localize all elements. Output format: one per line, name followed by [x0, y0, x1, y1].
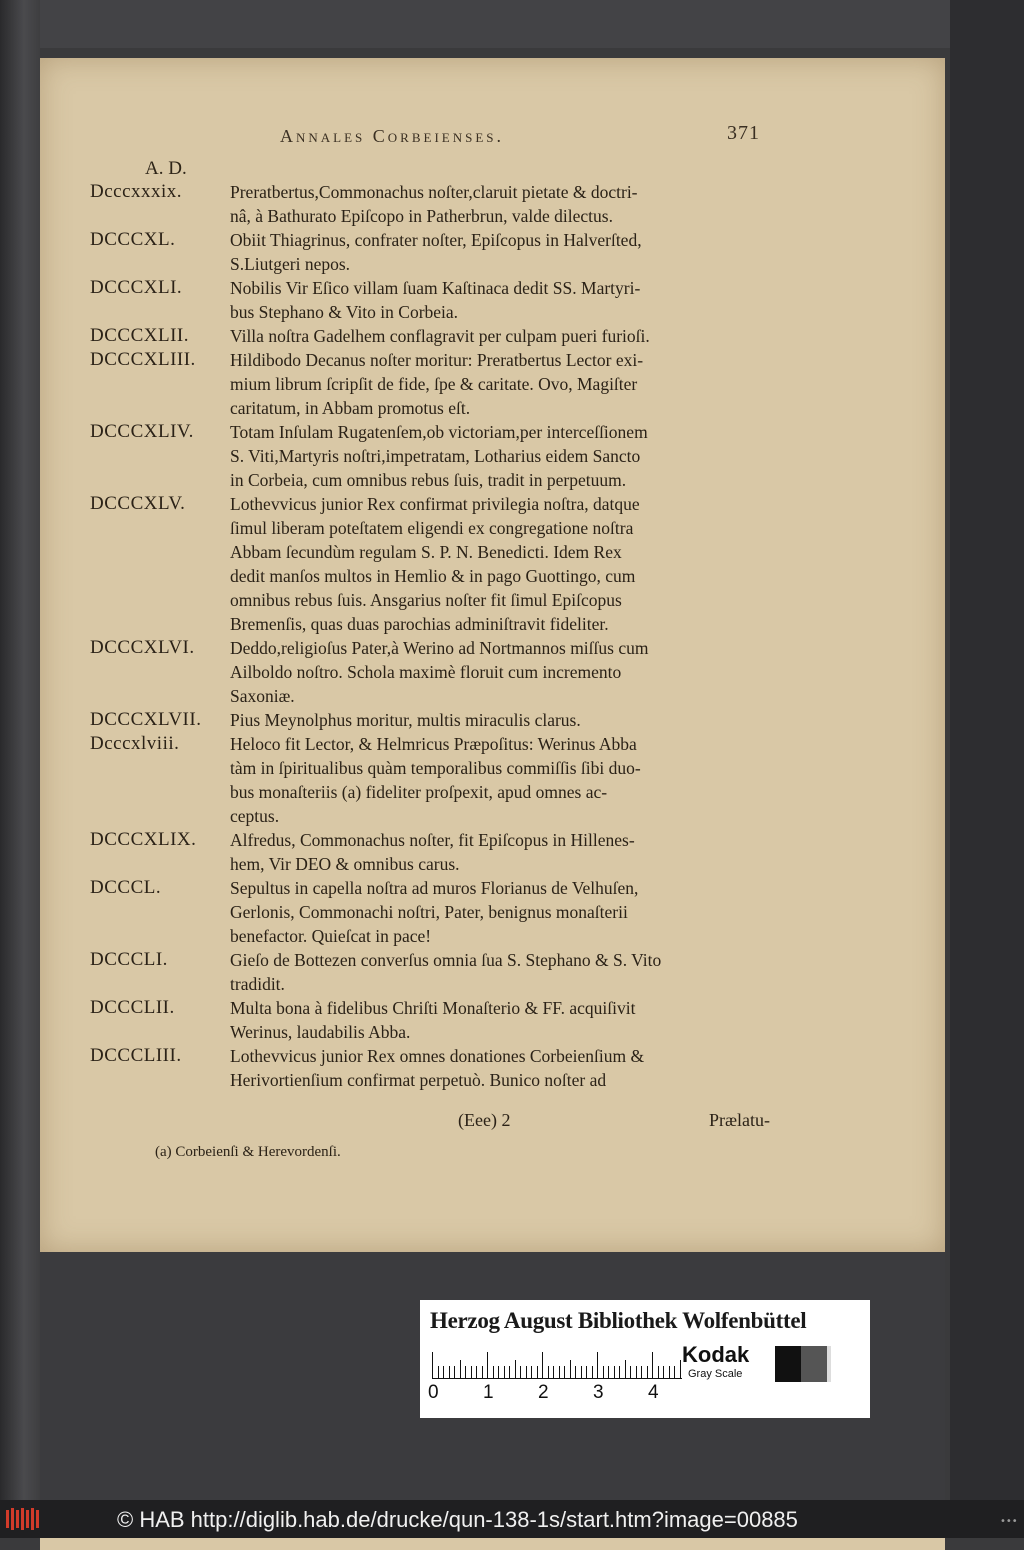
copyright-url[interactable]: © HAB http://diglib.hab.de/drucke/qun-138-1s/start.htm?image=00885	[117, 1507, 798, 1532]
entry-year: DCCCXLV.	[90, 493, 186, 514]
scan-background-left	[0, 0, 40, 1500]
running-header	[280, 120, 760, 150]
entry-line: Multa bona à fidelibus Chriſti Monaſterio & FF. acquiſivit	[230, 998, 636, 1018]
kodak-logo: Kodak	[682, 1342, 750, 1367]
gray-swatch-black	[775, 1346, 801, 1382]
ruler-tick	[509, 1366, 510, 1378]
entry-text	[230, 348, 770, 420]
entry-line: Saxoniæ.	[230, 686, 295, 706]
entry-line: bus monaſteriis (a) fideliter proſpexit, apud omnes ac-	[230, 782, 608, 802]
scan-background-right	[950, 0, 1024, 1500]
entry-line: tàm in ſpiritualibus quàm temporalibus commiſſis ſibi duo-	[230, 758, 641, 778]
ruler-tick	[460, 1360, 461, 1378]
entry-text	[230, 324, 770, 348]
entry-line: S.Liutgeri nepos.	[230, 254, 351, 274]
ruler-tick	[498, 1366, 499, 1378]
entry-year: DCCCXLI.	[90, 277, 183, 298]
annal-entry	[90, 324, 770, 348]
ruler-numbers	[428, 1382, 688, 1406]
annal-entry	[90, 420, 770, 492]
entry-text	[230, 996, 770, 1044]
entry-line: S. Viti,Martyris noſtri,impetratam, Lotharius eidem Sancto	[230, 446, 641, 466]
ruler-tick	[438, 1366, 439, 1378]
entry-text	[230, 276, 770, 324]
ruler-tick	[465, 1366, 466, 1378]
entry-year: DCCCLI.	[90, 949, 168, 970]
ruler-tick	[482, 1366, 483, 1378]
entry-year: DCCCXLIII.	[90, 349, 196, 370]
annal-entry	[90, 996, 770, 1044]
entry-text	[230, 420, 770, 492]
entry-text	[230, 708, 770, 732]
ruler-tick	[608, 1366, 609, 1378]
entry-year: Dcccxlviii.	[90, 733, 180, 754]
entry-line: hem, Vir DEO & omnibus carus.	[230, 854, 460, 874]
ruler-tick	[592, 1366, 593, 1378]
ruler-tick	[471, 1366, 472, 1378]
annal-entry	[90, 876, 770, 948]
running-title: Annales Corbeienses.	[280, 126, 505, 146]
library-label-card	[420, 1300, 870, 1418]
footnote: (a) Corbeienſi & Herevordenſi.	[155, 1144, 341, 1160]
entry-year: Dcccxxxix.	[90, 181, 183, 202]
entry-line: Abbam ſecundùm regulam S. P. N. Benedicti. Idem Rex	[230, 542, 622, 562]
entry-year: DCCCXLVI.	[90, 637, 195, 658]
ruler-tick	[652, 1352, 653, 1378]
ruler-tick	[680, 1360, 681, 1378]
ruler-tick	[537, 1366, 538, 1378]
ruler-tick	[449, 1366, 450, 1378]
ruler-tick	[542, 1352, 543, 1378]
ruler-tick	[663, 1366, 664, 1378]
ruler-tick	[647, 1366, 648, 1378]
ruler-tick	[575, 1366, 576, 1378]
gray-scale-label: Gray Scale	[688, 1368, 743, 1380]
ruler-number: 0	[428, 1382, 439, 1403]
annal-entry	[90, 732, 770, 828]
ruler-tick	[581, 1366, 582, 1378]
entry-line: Totam Inſulam Rugatenſem,ob victoriam,per interceſſionem	[230, 422, 648, 442]
ruler-tick	[476, 1366, 477, 1378]
ruler-tick	[597, 1352, 598, 1378]
annal-entries	[90, 180, 770, 1092]
annal-entry	[90, 828, 770, 876]
entry-line: Bremenſis, quas duas parochias adminiſtravit fideliter.	[230, 614, 609, 634]
entry-line: tradidit.	[230, 974, 285, 994]
entry-year: DCCCL.	[90, 877, 162, 898]
ruler-tick	[630, 1366, 631, 1378]
page-number: 371	[727, 122, 760, 144]
annal-entry	[90, 1044, 770, 1092]
ruler-tick	[641, 1366, 642, 1378]
annal-entry	[90, 708, 770, 732]
entry-line: Lothevvicus junior Rex omnes donationes Corbeienſium &	[230, 1046, 645, 1066]
ruler-tick	[531, 1366, 532, 1378]
page-catch-line	[450, 1110, 770, 1136]
entry-text	[230, 948, 770, 996]
ruler-tick	[603, 1366, 604, 1378]
annal-entry	[90, 492, 770, 636]
scale-ruler	[432, 1350, 682, 1379]
ruler-tick	[586, 1366, 587, 1378]
entry-line: Alfredus, Commonachus noſter, fit Epiſcopus in Hillenes-	[230, 830, 635, 850]
entry-line: Obiit Thiagrinus, confrater noſter, Epiſcopus in Halverſted,	[230, 230, 642, 250]
ruler-tick	[564, 1366, 565, 1378]
entry-line: Hildibodo Decanus noſter moritur: Preratbertus Lector exi-	[230, 350, 644, 370]
gray-swatch-dark	[801, 1346, 827, 1382]
entry-year: DCCCXLIV.	[90, 421, 194, 442]
scan-background-top	[0, 0, 1024, 48]
entry-year: DCCCXLVII.	[90, 709, 202, 730]
annal-entry	[90, 948, 770, 996]
entry-line: Preratbertus,Commonachus noſter,claruit pietate & doctri-	[230, 182, 638, 202]
ruler-tick	[674, 1366, 675, 1378]
ruler-tick	[636, 1366, 637, 1378]
ruler-tick	[454, 1366, 455, 1378]
entry-line: Herivortienſium confirmat perpetuò. Bunico noſter ad	[230, 1070, 607, 1090]
ruler-tick	[559, 1366, 560, 1378]
entry-line: Deddo,religioſus Pater,à Werino ad Nortmannos miſſus cum	[230, 638, 649, 658]
entry-line: Lothevvicus junior Rex confirmat privilegia noſtra, datque	[230, 494, 640, 514]
ruler-tick	[619, 1366, 620, 1378]
entry-line: Werinus, laudabilis Abba.	[230, 1022, 411, 1042]
entry-line: mium librum ſcripſit de fide, ſpe & caritate. Ovo, Magiſter	[230, 374, 638, 394]
entry-line: Nobilis Vir Eſico villam ſuam Kaſtinaca dedit SS. Martyri-	[230, 278, 641, 298]
entry-line: Gerlonis, Commonachi noſtri, Pater, benignus monaſterii	[230, 902, 628, 922]
entry-year: DCCCXL.	[90, 229, 176, 250]
entry-text	[230, 228, 770, 276]
entry-line: dedit manſos multos in Hemlio & in pago Guottingo, cum	[230, 566, 636, 586]
ruler-tick	[443, 1366, 444, 1378]
more-icon[interactable]: •••	[1000, 1516, 1018, 1527]
entry-text	[230, 876, 770, 948]
entry-line: Villa noſtra Gadelhem conflagravit per culpam pueri furioſi.	[230, 326, 650, 346]
entry-text	[230, 828, 770, 876]
annal-entry	[90, 180, 770, 228]
ruler-number: 2	[538, 1382, 549, 1403]
entry-line: Gieſo de Bottezen converſus omnia ſua S. Stephano & S. Vito	[230, 950, 662, 970]
ruler-tick	[625, 1360, 626, 1378]
ruler-tick	[515, 1360, 516, 1378]
entry-line: nâ, à Bathurato Epiſcopo in Patherbrun, valde dilectus.	[230, 206, 613, 226]
entry-line: in Corbeia, cum omnibus rebus ſuis, tradit in perpetuum.	[230, 470, 627, 490]
catchword: Prælatu-	[709, 1110, 770, 1130]
entry-line: benefactor. Quieſcat in pace!	[230, 926, 432, 946]
library-name: Herzog August Bibliothek Wolfenbüttel	[430, 1308, 807, 1333]
ruler-tick	[553, 1366, 554, 1378]
entry-line: caritatum, in Abbam promotus eſt.	[230, 398, 471, 418]
ruler-tick	[504, 1366, 505, 1378]
ruler-tick	[493, 1366, 494, 1378]
entry-line: bus Stephano & Vito in Corbeia.	[230, 302, 459, 322]
entry-text	[230, 732, 770, 828]
annal-entry	[90, 348, 770, 420]
entry-text	[230, 180, 770, 228]
ruler-tick	[669, 1366, 670, 1378]
ruler-tick	[614, 1366, 615, 1378]
ruler-tick	[548, 1366, 549, 1378]
annal-entry	[90, 276, 770, 324]
entry-text	[230, 492, 770, 636]
ruler-number: 4	[648, 1382, 659, 1403]
entry-line: omnibus rebus ſuis. Ansgarius noſter fit ſimul Epiſcopus	[230, 590, 622, 610]
signature-mark: (Eee) 2	[458, 1110, 511, 1130]
entry-year: DCCCLII.	[90, 997, 175, 1018]
anno-domini-label: A. D.	[145, 158, 187, 179]
ruler-number: 3	[593, 1382, 604, 1403]
entry-line: ſimul liberam poteſtatem eligendi ex congregatione noſtra	[230, 518, 634, 538]
entry-text	[230, 1044, 770, 1092]
ruler-tick	[432, 1352, 433, 1378]
entry-line: ceptus.	[230, 806, 280, 826]
gray-swatch-light	[827, 1346, 831, 1382]
ruler-tick	[570, 1360, 571, 1378]
entry-year: DCCCLIII.	[90, 1045, 182, 1066]
hab-logo-icon	[4, 1506, 44, 1532]
entry-year: DCCCXLIX.	[90, 829, 197, 850]
entry-line: Pius Meynolphus moritur, multis miraculis clarus.	[230, 710, 581, 730]
entry-text	[230, 636, 770, 708]
entry-line: Ailboldo noſtro. Schola maximè floruit cum incremento	[230, 662, 622, 682]
ruler-tick	[487, 1352, 488, 1378]
entry-line: Sepultus in capella noſtra ad muros Florianus de Velhuſen,	[230, 878, 639, 898]
entry-line: Heloco fit Lector, & Helmricus Præpoſitus: Werinus Abba	[230, 734, 637, 754]
ruler-tick	[658, 1366, 659, 1378]
ruler-tick	[520, 1366, 521, 1378]
entry-year: DCCCXLII.	[90, 325, 189, 346]
annal-entry	[90, 636, 770, 708]
annal-entry	[90, 228, 770, 276]
ruler-number: 1	[483, 1382, 494, 1403]
ruler-tick	[526, 1366, 527, 1378]
